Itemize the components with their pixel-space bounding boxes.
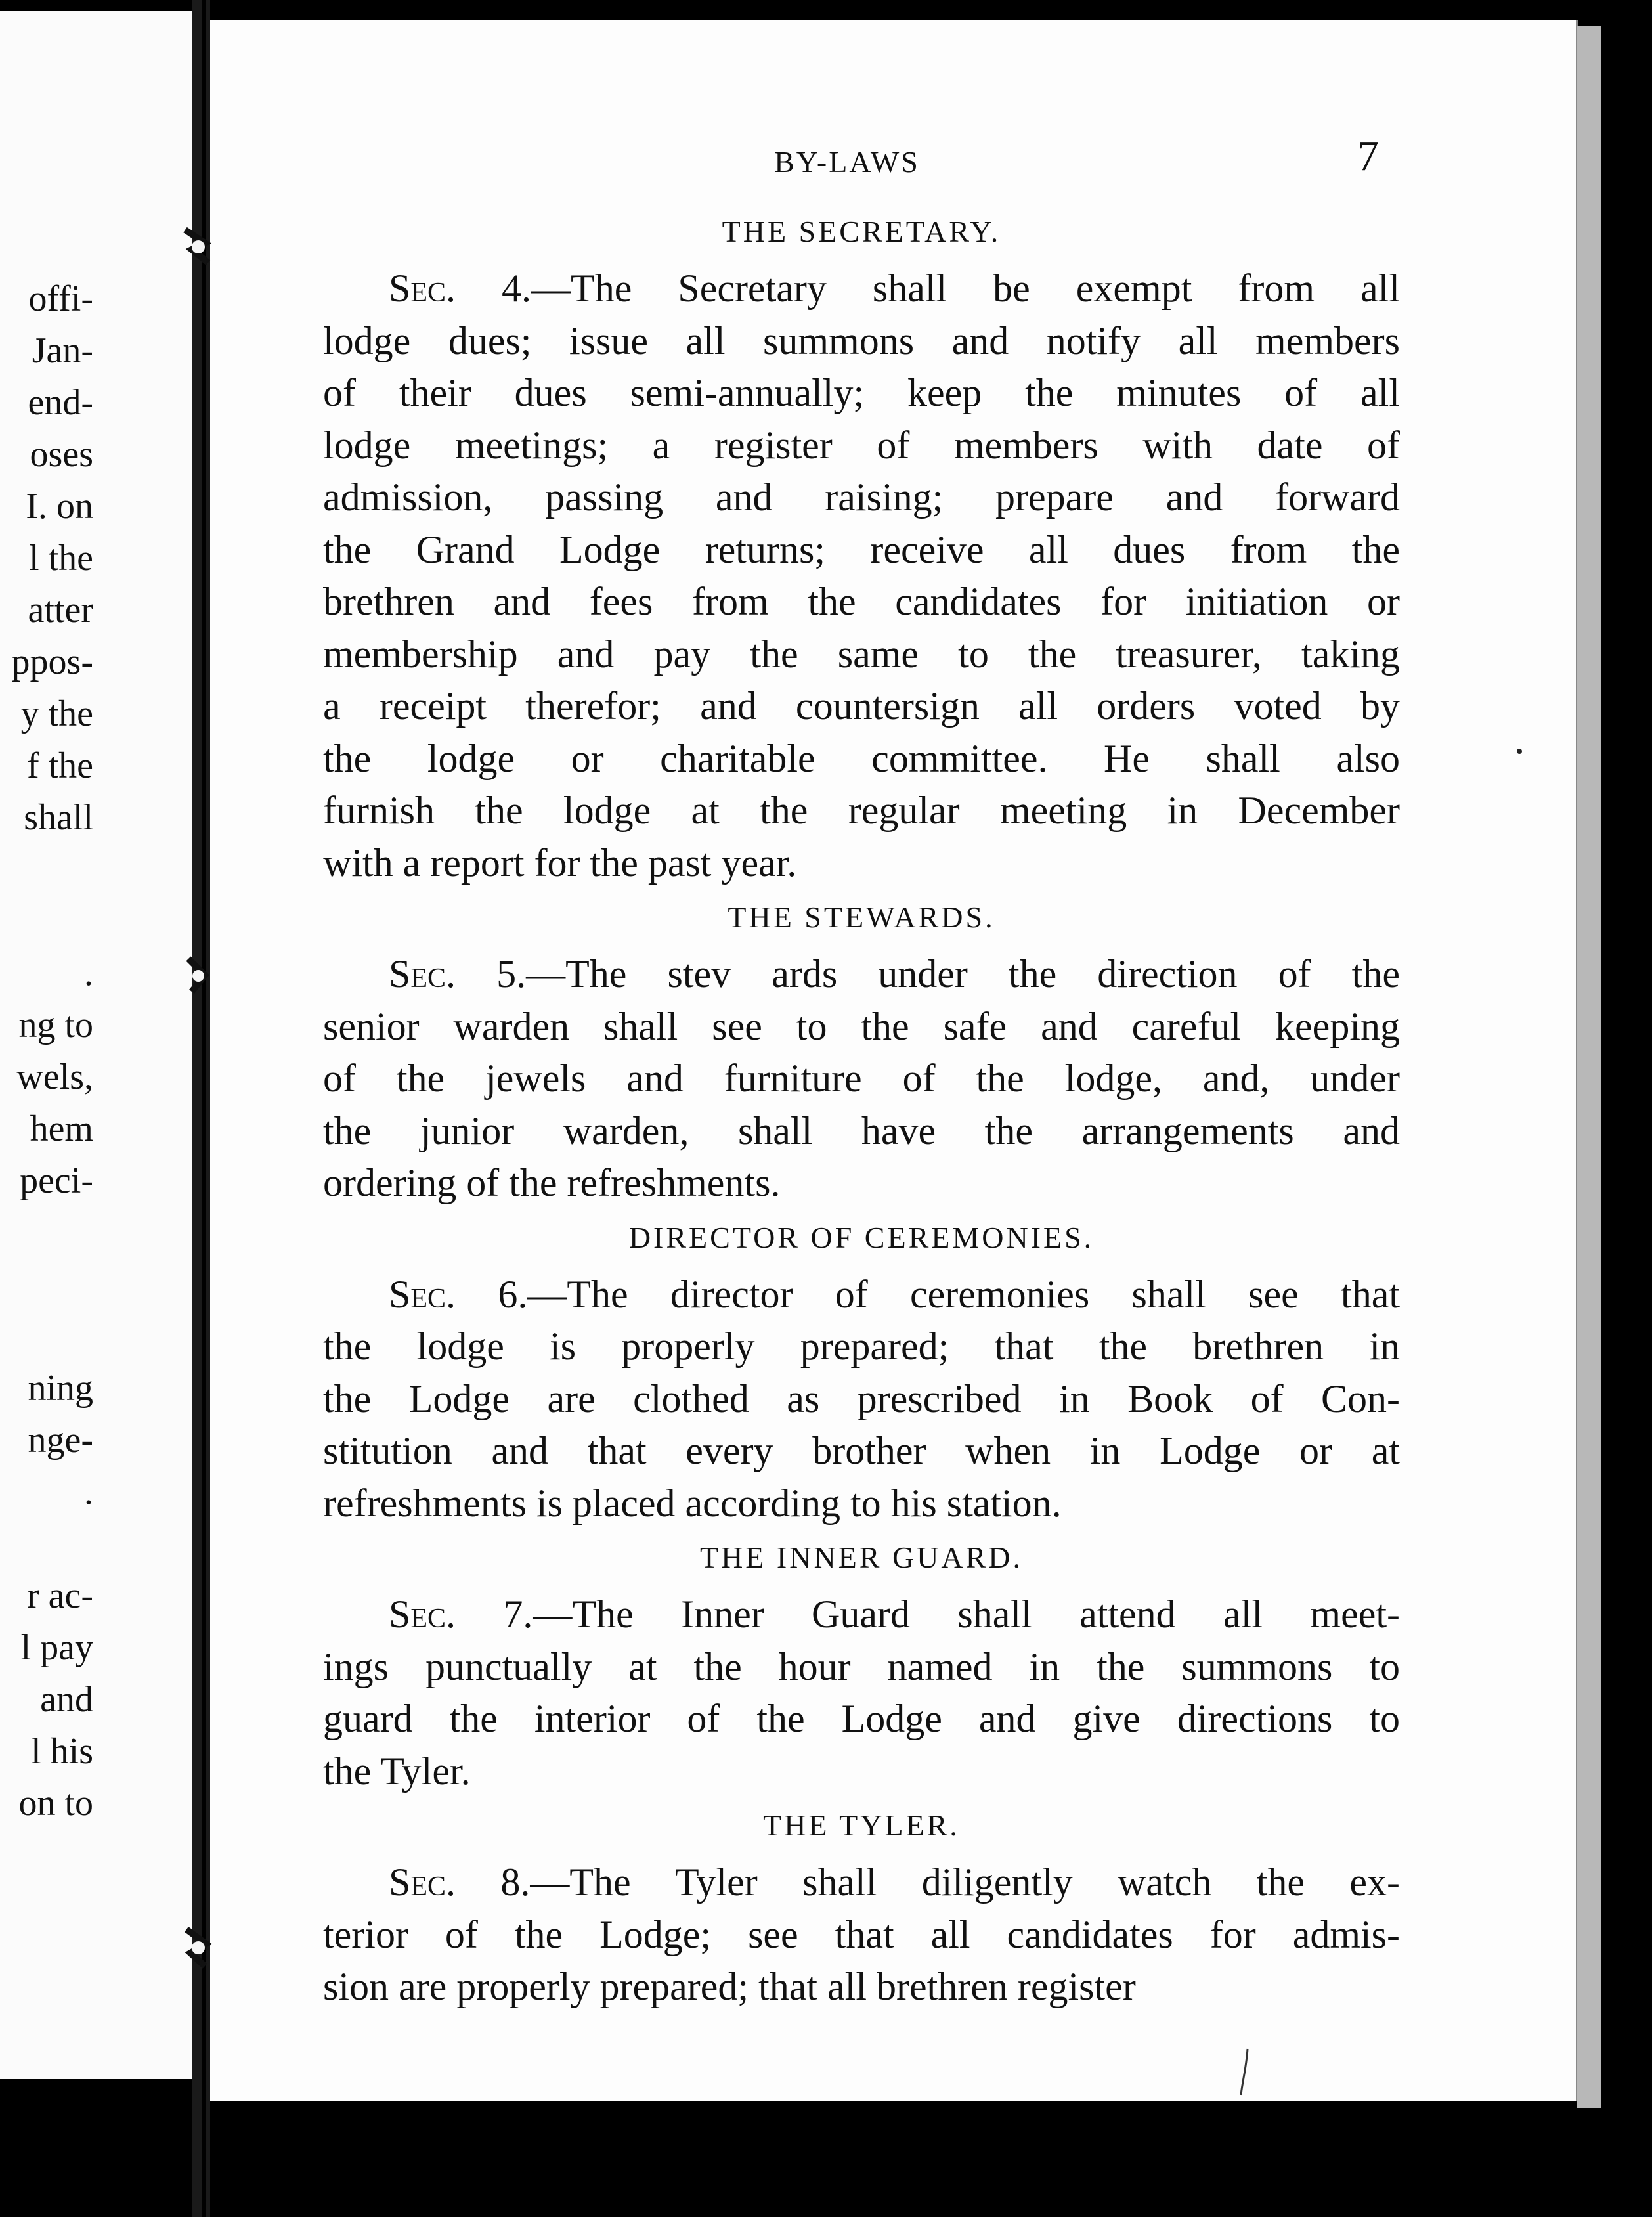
text-line: the Grand Lodge returns; receive all dues from the — [323, 527, 1400, 571]
text-line: sion are properly prepared; that all brethren register — [323, 1965, 1136, 2008]
binding-stitch-icon — [179, 952, 218, 998]
facing-page-line: l his — [31, 1731, 93, 1772]
facing-page-line: . — [84, 953, 93, 994]
text-line: Sec. 6.—The director of ceremonies shall see that — [389, 1272, 1400, 1316]
text-line: senior warden shall see to the safe and careful keeping — [323, 1004, 1400, 1048]
section-paragraph — [323, 1589, 1400, 1797]
facing-page-line: l the — [29, 538, 93, 579]
facing-page-line: atter — [28, 590, 93, 630]
facing-page-line — [0, 896, 93, 948]
facing-page-line: ning — [28, 1368, 93, 1409]
section-heading: DIRECTOR OF CEREMONIES. — [628, 1220, 1095, 1254]
facing-page-line: offi- — [28, 278, 93, 319]
facing-page-line: ppos- — [11, 642, 93, 682]
text-line: the lodge is properly prepared; that the brethren in — [323, 1325, 1400, 1368]
facing-page-line: on to — [18, 1783, 93, 1824]
text-line: the lodge or charitable committee. He shall also — [323, 736, 1400, 780]
text-line: Sec. 4.—The Secretary shall be exempt from all — [389, 267, 1400, 310]
facing-page-line: f the — [26, 745, 93, 786]
text-line: the Lodge are clothed as prescribed in Book of Con- — [323, 1376, 1400, 1420]
facing-page-line: hem — [30, 1108, 93, 1149]
text-line: brethren and fees from the candidates for initiation or — [323, 580, 1400, 623]
facing-page-line: peci- — [20, 1160, 93, 1201]
paper-mark — [1234, 2042, 1274, 2101]
text-line: Sec. 8.—The Tyler shall diligently watch the ex- — [389, 1860, 1400, 1904]
text-line: of their dues semi-annually; keep the minutes of all — [323, 371, 1400, 414]
text-line: guard the interior of the Lodge and give directions to — [323, 1697, 1400, 1740]
section-paragraph — [323, 1856, 1400, 2013]
text-line: with a report for the past year. — [323, 841, 797, 885]
facing-page-line: . — [84, 1472, 93, 1512]
binding-stitch-icon — [179, 1924, 218, 1970]
facing-page-text — [0, 273, 93, 1830]
section-paragraph — [323, 948, 1400, 1210]
facing-page-line: end- — [28, 382, 93, 423]
text-line: furnish the lodge at the regular meeting in December — [323, 789, 1400, 832]
text-line: a receipt therefor; and countersign all orders voted by — [323, 684, 1400, 728]
facing-page-line: oses — [30, 434, 93, 475]
page-edge — [1577, 26, 1601, 2108]
section-paragraph — [323, 1269, 1400, 1530]
book-page — [210, 20, 1578, 2101]
text-line: ordering of the refreshments. — [323, 1161, 781, 1204]
facing-page-line — [0, 1311, 93, 1363]
text-line: ings punctually at the hour named in the summons to — [323, 1644, 1400, 1688]
facing-page-line: nge- — [28, 1420, 93, 1460]
facing-page-line: r ac- — [26, 1575, 93, 1616]
running-title: BY-LAWS — [774, 145, 920, 179]
facing-page-fragment — [0, 11, 192, 2079]
text-line: Sec. 5.—The stev ards under the direction of the — [389, 952, 1400, 996]
page-header — [210, 118, 1576, 180]
facing-page-line: shall — [24, 797, 93, 838]
facing-page-line: ng to — [18, 1005, 93, 1045]
facing-page-line — [0, 1207, 93, 1259]
page-number: 7 — [1357, 132, 1379, 180]
facing-page-line — [0, 1518, 93, 1570]
section-paragraph — [323, 263, 1400, 889]
gutter-shadow — [202, 0, 206, 2217]
section-heading: THE TYLER. — [763, 1809, 960, 1842]
text-line: lodge dues; issue all summons and notify all members — [323, 318, 1400, 362]
facing-page-line: l pay — [20, 1627, 93, 1668]
text-line: admission, passing and raising; prepare and forward — [323, 475, 1400, 519]
text-line: stitution and that every brother when in Lodge or at — [323, 1429, 1400, 1472]
book-gutter — [192, 0, 210, 2217]
section-heading: THE INNER GUARD. — [699, 1541, 1023, 1574]
text-line: terior of the Lodge; see that all candidates for admis- — [323, 1912, 1400, 1956]
facing-page-line: I. on — [26, 486, 93, 527]
text-line: lodge meetings; a register of members with date of — [323, 423, 1400, 467]
section-heading: THE STEWARDS. — [728, 900, 995, 934]
facing-page-line: and — [40, 1679, 93, 1720]
text-line: the junior warden, shall have the arrangements and — [323, 1108, 1400, 1152]
facing-page-line: y the — [20, 693, 93, 734]
paper-speck — [1510, 742, 1536, 768]
text-line: Sec. 7.—The Inner Guard shall attend all meet- — [389, 1592, 1400, 1636]
facing-page-line: wels, — [16, 1057, 93, 1097]
section-heading: THE SECRETARY. — [722, 215, 1001, 248]
page-body — [323, 204, 1400, 2013]
facing-page-line — [0, 1259, 93, 1311]
text-line: the Tyler. — [323, 1749, 471, 1793]
facing-page-line — [0, 844, 93, 896]
binding-stitch-icon — [179, 223, 218, 269]
text-line: of the jewels and furniture of the lodge, and, under — [323, 1057, 1400, 1100]
text-line: refreshments is placed according to his station. — [323, 1481, 1062, 1525]
text-line: membership and pay the same to the treasurer, taking — [323, 632, 1400, 676]
facing-page-line: Jan- — [32, 330, 93, 371]
